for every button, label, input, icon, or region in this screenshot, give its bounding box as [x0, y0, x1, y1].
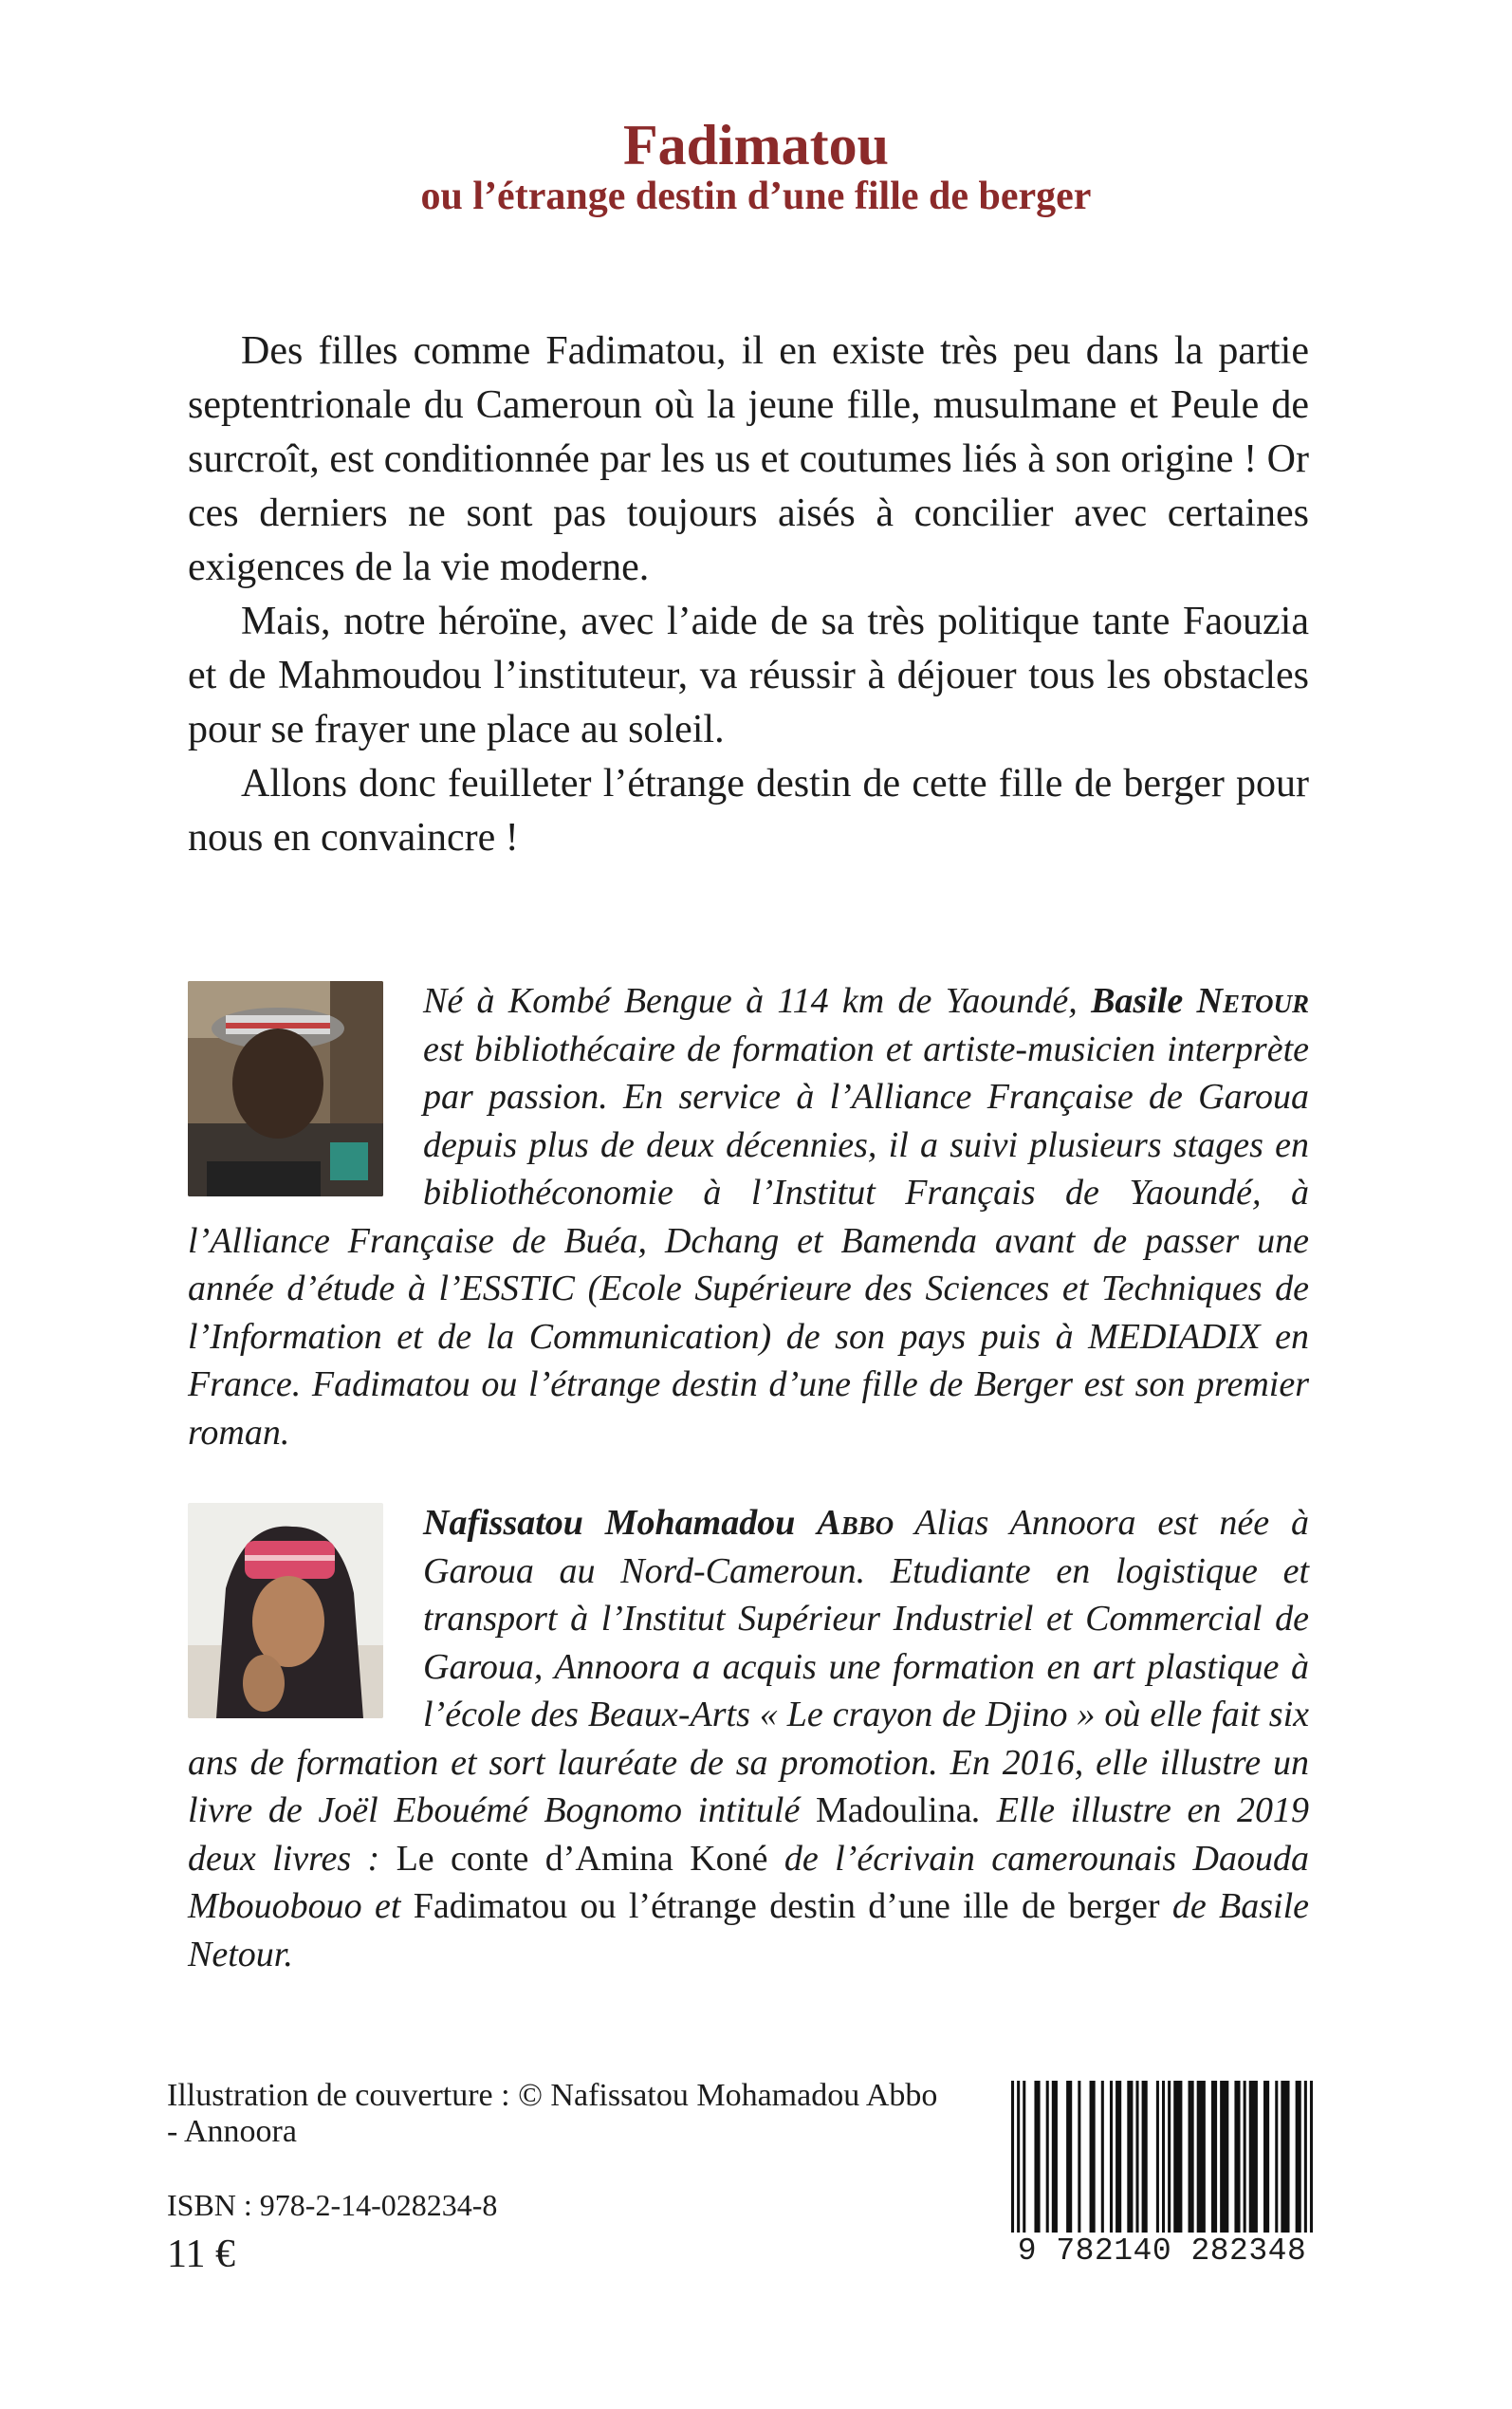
barcode-bar [1281, 2081, 1289, 2242]
barcode-bar [1066, 2081, 1072, 2242]
illustrator-name [423, 1503, 894, 1543]
barcode-bar [1127, 2081, 1133, 2242]
author-bio [188, 977, 1309, 1456]
illustrator-bio-text: . Elle illustre en 2019 deux livres : [188, 1790, 1309, 1879]
barcode-bar [1310, 2081, 1313, 2242]
book-title-fadimatou: Fadimatou ou l’étrange destin d’une ille de berger [413, 1886, 1160, 1926]
illustrator-first-name: Nafissatou Mohamadou [423, 1503, 818, 1543]
barcode-bar [1211, 2081, 1217, 2242]
book-title-madoulina: Madoulina [815, 1790, 972, 1830]
barcode-bar [1304, 2081, 1307, 2242]
blurb-paragraph: Mais, notre héroïne, avec l’aide de sa très politique tante Faouzia et de Mahmoudou l’instituteur, va réussir à déjouer tous les obstacles pour se frayer une place au soleil. [188, 600, 1309, 751]
barcode-bar [1296, 2081, 1301, 2242]
barcode [1005, 2081, 1318, 2294]
illustrator-bio-text: Alias Annoora est née à Garoua au Nord-Cameroun. Etudiante en logistique et transport à l’Institut Supérieur Industriel et Commercial de Garoua, Annoora a acquis une formation en art plastique à l’école des Beaux-Arts « Le crayon de Djino » où elle fait six ans de formation et sort lauréate de sa promotion. En 2016, elle illustre un livre de Joël Ebouémé Bognomo intitulé [188, 1503, 1309, 1830]
barcode-bar [1116, 2081, 1121, 2242]
barcode-bar [1110, 2081, 1113, 2242]
barcode-bar [1078, 2081, 1080, 2242]
book-title: Fadimatou [622, 114, 890, 176]
barcode-bar [1275, 2081, 1278, 2242]
barcode-bar [1046, 2081, 1049, 2242]
barcode-bar [1197, 2081, 1206, 2242]
barcode-bar [1234, 2081, 1240, 2242]
illustrator-bio-text: de Basile Netour. [188, 1886, 1309, 1974]
barcode-bar [1142, 2081, 1148, 2242]
illustrator-portrait-icon [188, 1503, 383, 1718]
illustrator-bio-text: de l’écrivain camerounais Daouda Mbouobouo et [188, 1838, 1309, 1926]
barcode-bar [1017, 2081, 1020, 2242]
illustrator-last-name: Abbo [817, 1503, 894, 1543]
barcode-bar [1162, 2081, 1165, 2242]
blurb-paragraph: Allons donc feuilleter l’étrange destin de cette fille de berger pour nous en convaincre ! [188, 762, 1309, 860]
barcode-bar [1244, 2081, 1246, 2242]
author-portrait-icon [188, 981, 383, 1196]
author-name [1091, 981, 1309, 1021]
blurb-paragraph: Des filles comme Fadimatou, il en existe très peu dans la partie septentrionale du Cameroun où la jeune fille, musulmane et Peule de surcroît, est conditionnée par les us et coutumes liés à son origine ! Or ces derniers ne sont pas toujours aisés à concilier avec certaines exigences de la vie moderne. [188, 329, 1309, 589]
book-title-amina: Le conte d’Amina Koné [396, 1838, 768, 1879]
barcode-number: 9 782140 282348 [1005, 2233, 1318, 2270]
barcode-bars [1005, 2081, 1318, 2242]
barcode-bar [1011, 2081, 1014, 2242]
barcode-bar [1090, 2081, 1096, 2242]
barcode-bar [1101, 2081, 1104, 2242]
barcode-bar [1135, 2081, 1138, 2242]
illustrator-bio [188, 1499, 1309, 1978]
isbn: ISBN : 978-2-14-028234-8 [167, 2188, 498, 2222]
barcode-bar [1189, 2081, 1194, 2242]
barcode-bar [1263, 2081, 1269, 2242]
barcode-bar [1156, 2081, 1159, 2242]
barcode-bar [1052, 2081, 1058, 2242]
barcode-bar [1249, 2081, 1258, 2242]
barcode-bar [1173, 2081, 1182, 2242]
book-subtitle: ou l’étrange destin d’une fille de berger [420, 175, 1092, 218]
barcode-bar [1023, 2081, 1025, 2242]
author-first-name: Basile [1091, 981, 1197, 1021]
cover-credits: Illustration de couverture : © Nafissatou Mohamadou Abbo - Annoora [167, 2078, 938, 2149]
barcode-bar [1168, 2081, 1171, 2242]
illustrator-photo [188, 1503, 383, 1718]
author-photo [188, 981, 383, 1196]
price: 11 € [167, 2233, 235, 2276]
author-bio-text: est bibliothécaire de formation et artiste-musicien interprète par passion. En service à l’Alliance Française de Garoua depuis plus de deux décennies, il a suivi plusieurs stages en bibliothéconomie à l’Institut Français de Yaoundé, à l’Alliance Française de Buéa, Dchang et Bamenda avant de passer une année d’étude à l’ESSTIC (Ecole Supérieure des Sciences et Techniques de l’Information et de la Communication) de son pays puis à MEDIADIX en France. Fadimatou ou l’étrange destin d’une fille de Berger est son premier roman. [188, 1028, 1309, 1453]
author-bio-intro: Né à Kombé Bengue à 114 km de Yaoundé, [423, 981, 1092, 1021]
back-cover-blurb [188, 324, 1309, 865]
author-last-name: Netour [1196, 981, 1309, 1021]
barcode-bar [1220, 2081, 1228, 2242]
barcode-bar [1034, 2081, 1040, 2242]
